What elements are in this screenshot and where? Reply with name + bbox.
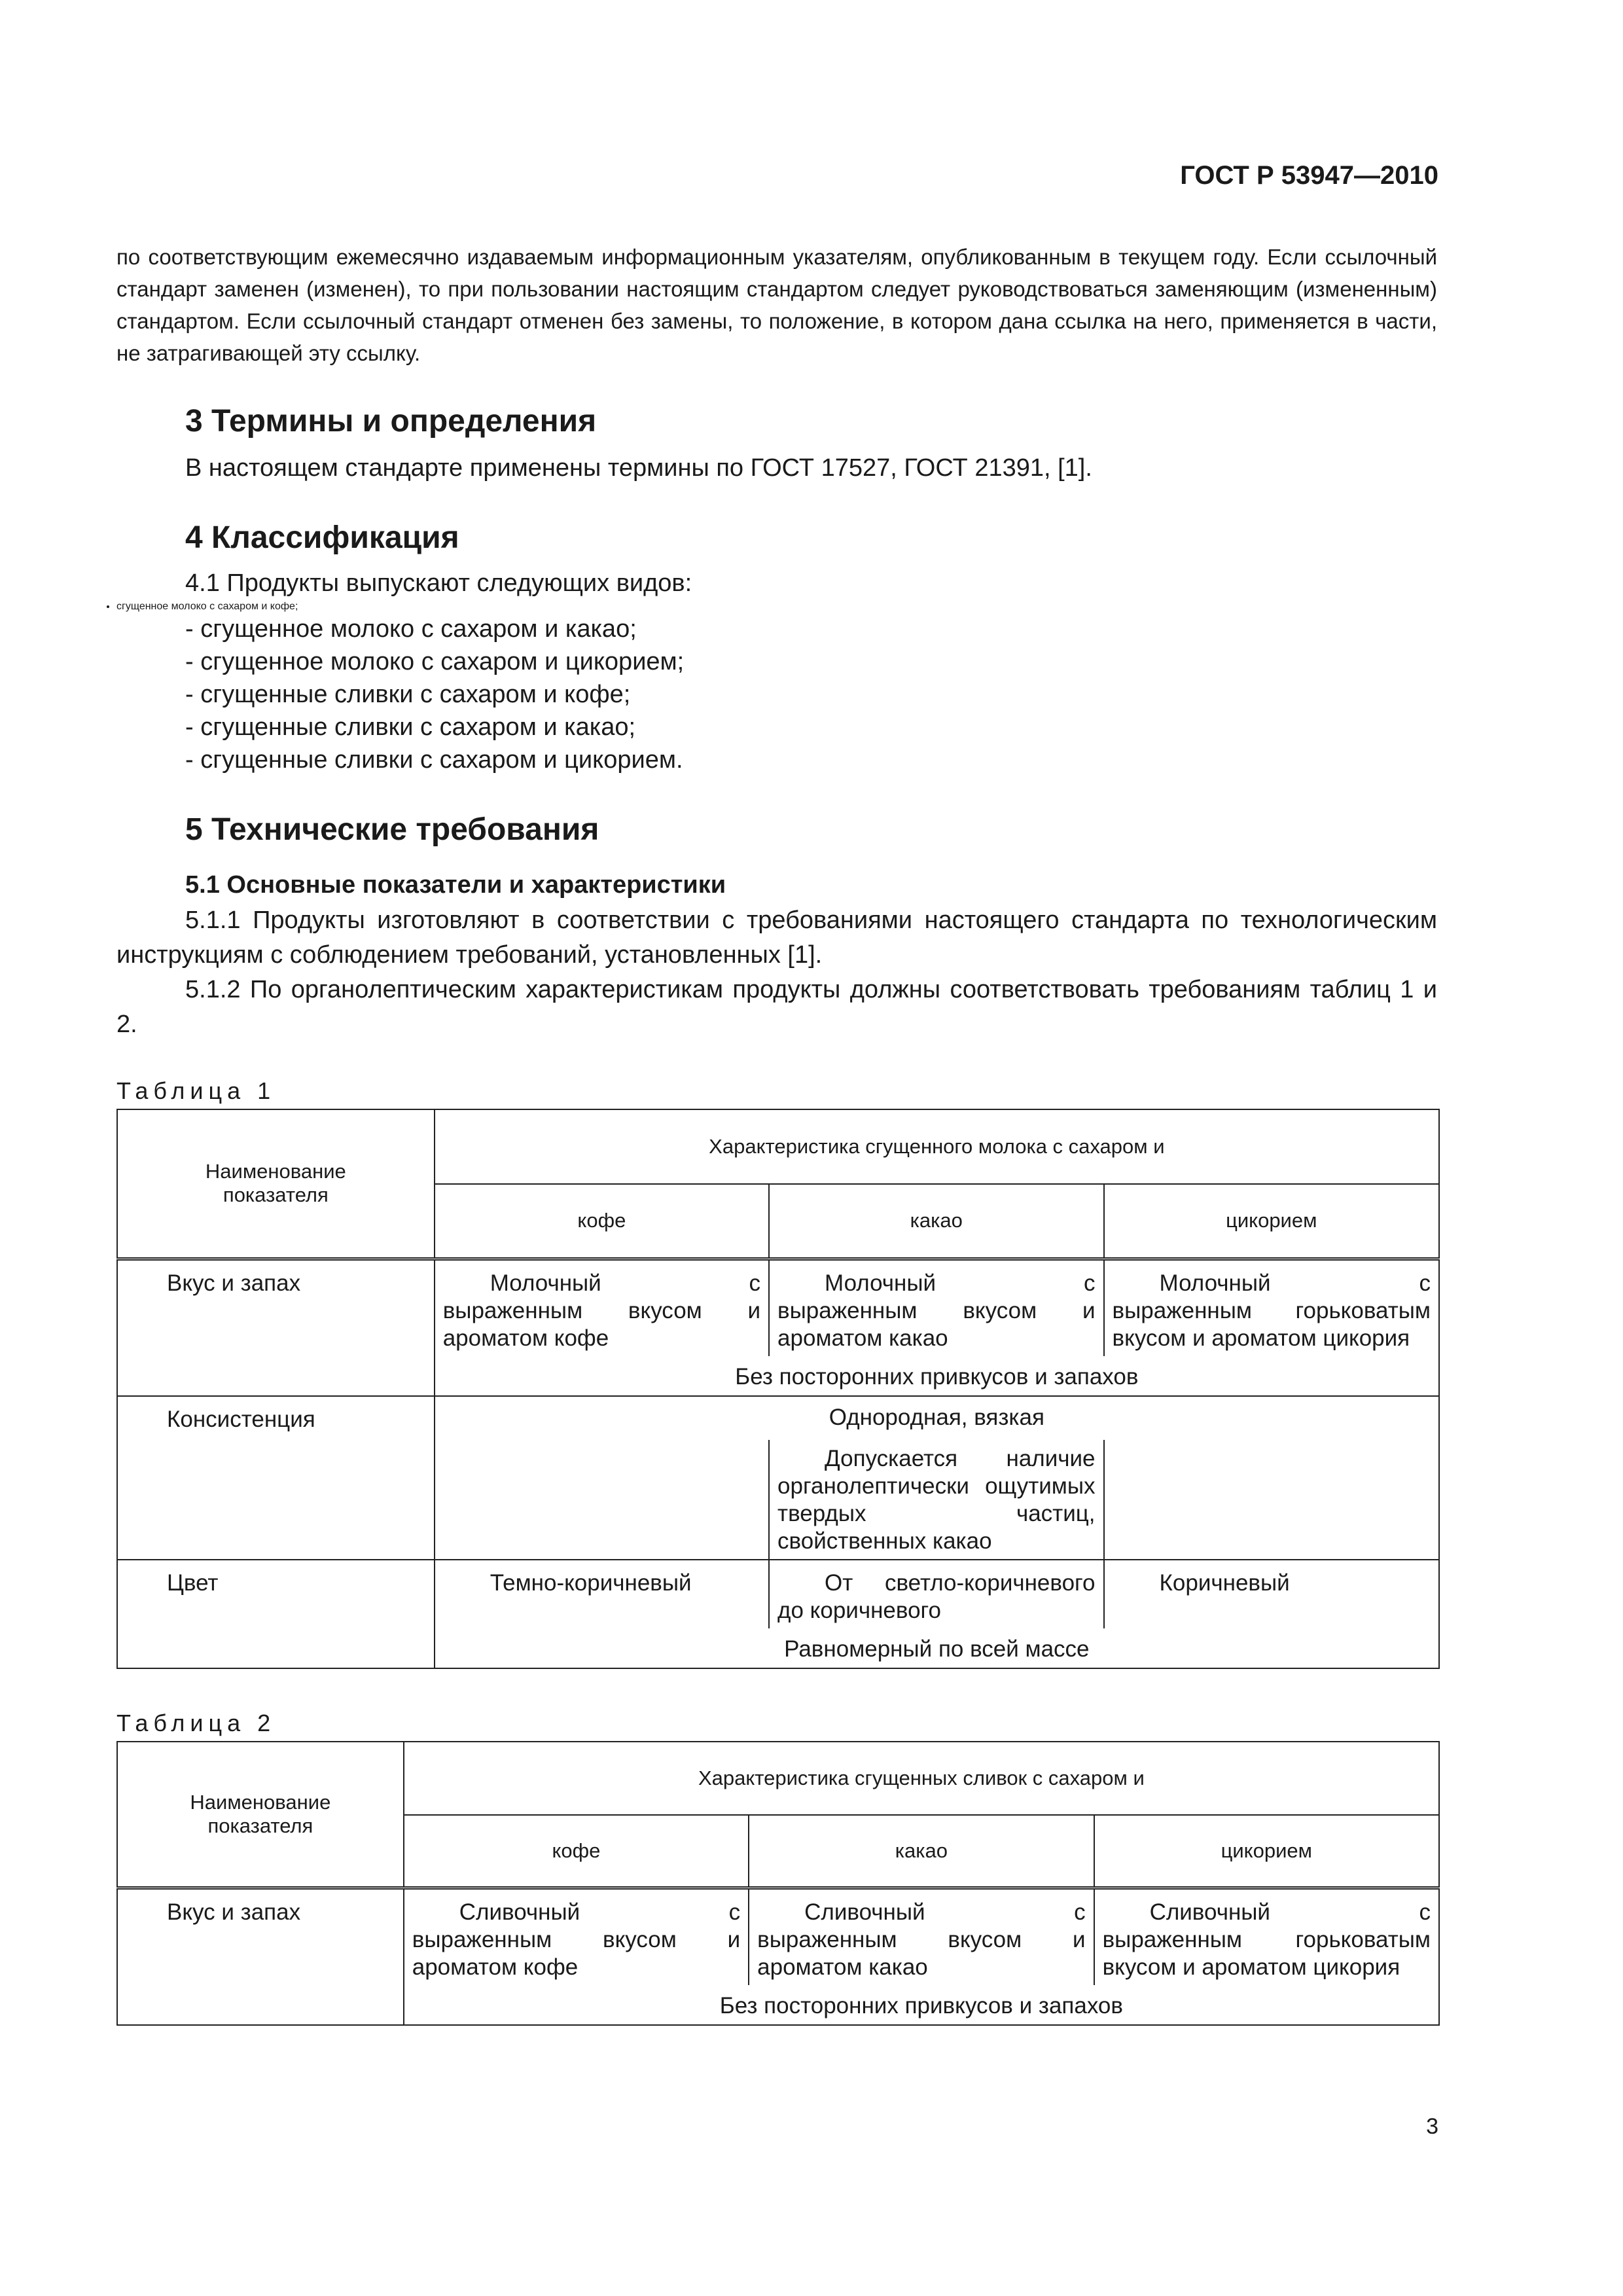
table-2-col-coffee: кофе	[404, 1815, 749, 1888]
table-1-taste-coffee: Молочный с выраженным вкусом и ароматом кофе	[442, 1270, 761, 1351]
table-1-taste-chicory: Молочный с выраженным горьковатым вкусом и ароматом цикория	[1104, 1259, 1439, 1356]
table-1-taste-cocoa: Молочный с выраженным вкусом и ароматом какао	[769, 1259, 1103, 1356]
table-2-taste-chicory: Сливочный с выраженным горьковатым вкусом и ароматом цикория	[1094, 1888, 1439, 1986]
section-4-lead: 4.1 Продукты выпускают следующих видов:	[185, 569, 692, 597]
table-1-color-cocoa: От светло-коричневого до коричневого	[769, 1560, 1103, 1628]
product-types-list	[116, 601, 1437, 613]
table-1-color-common: Равномерный по всей массе	[784, 1636, 1090, 1662]
list-item: - сгущенные сливки с сахаром и кофе;	[185, 678, 1437, 711]
table-1-col-chicory: цикорием	[1104, 1184, 1439, 1259]
table-1-group-header: Характеристика сгущенного молока с сахаром и	[435, 1109, 1439, 1184]
section-3-text: В настоящем стандарте применены термины по ГОСТ 17527, ГОСТ 21391, [1].	[185, 454, 1092, 482]
table-1-row-color-label: Цвет	[117, 1560, 435, 1668]
table-1-indicator-header: Наименование показателя	[117, 1109, 435, 1259]
table-1-col-coffee: кофе	[435, 1184, 769, 1259]
table-1-taste-common: Без посторонних привкусов и запахов	[735, 1363, 1139, 1390]
section-3-title: 3 Термины и определения	[185, 404, 597, 439]
table-2-taste-common: Без посторонних привкусов и запахов	[719, 1993, 1123, 2018]
table-1-consistency-chicory-empty	[1104, 1440, 1439, 1560]
table-2	[116, 1741, 1440, 2026]
table-1-row-consistency-label: Консистенция	[117, 1396, 435, 1560]
intro-paragraph: по соответствующим ежемесячно издаваемым информационным указателям, опубликованным в текущем году. Если ссылочный стандарт заменен (изменен), то при пользовании настоящим стандартом следует руководствоваться заменяющим (измененным) стандартом. Если ссылочный стандарт отменен без замены, то положение, в котором дана ссылка на него, применяется в части, не затрагивающей эту ссылку.	[116, 245, 1437, 365]
page-content	[116, 241, 1437, 2026]
table-1-consistency-common: Однородная, вязкая	[435, 1396, 1439, 1440]
intro-block	[116, 241, 1437, 369]
table-2-group-header: Характеристика сгущенных сливок с сахаром и	[404, 1742, 1439, 1815]
table-2-col-chicory: цикорием	[1094, 1815, 1439, 1888]
table-1-consistency-cocoa: Допускается наличие органолептически ощутимых твердых частиц, свойственных какао	[769, 1440, 1103, 1560]
table-2-row-taste-label: Вкус и запах	[117, 1888, 404, 2026]
list-item: - сгущенные сливки с сахаром и цикорием.	[185, 744, 1437, 776]
table-1-color-chicory: Коричневый	[1104, 1560, 1439, 1628]
section-5-1-2-text: 5.1.2 По органолептическим характеристикам продукты должны соответствовать требованиям таблиц 1 и 2.	[116, 976, 1437, 1038]
table-1-consistency-coffee-empty	[435, 1440, 769, 1560]
section-5-1-1-text: 5.1.1 Продукты изготовляют в соответствии с требованиями настоящего стандарта по технологическим инструкциям с соблюдением требований, установленных [1].	[116, 906, 1437, 969]
table-1-label: Таблица 1	[116, 1077, 276, 1104]
table-1-col-cocoa: какао	[769, 1184, 1103, 1259]
table-1-row-taste-label: Вкус и запах	[117, 1259, 435, 1396]
list-item: • сгущенное молоко с сахаром и кофе;	[116, 601, 1437, 613]
table-2-taste-coffee: Сливочный с выраженным вкусом и ароматом кофе	[412, 1899, 741, 1980]
section-5-title: 5 Технические требования	[185, 812, 599, 847]
section-5-1-title: 5.1 Основные показатели и характеристики	[185, 871, 726, 899]
product-types-list-rest	[116, 613, 1437, 776]
page-number: 3	[1426, 2114, 1438, 2139]
section-4-title: 4 Классификация	[185, 520, 459, 555]
list-item: - сгущенное молоко с сахаром и цикорием;	[185, 645, 1437, 678]
document-code-header: ГОСТ Р 53947—2010	[1180, 161, 1438, 190]
table-1	[116, 1109, 1440, 1669]
list-item: - сгущенное молоко с сахаром и какао;	[185, 613, 1437, 645]
table-2-taste-cocoa: Сливочный с выраженным вкусом и ароматом какао	[749, 1888, 1094, 1986]
list-item: - сгущенные сливки с сахаром и какао;	[185, 711, 1437, 744]
table-2-col-cocoa: какао	[749, 1815, 1094, 1888]
table-2-label: Таблица 2	[116, 1709, 276, 1736]
table-1-color-coffee: Темно-коричневый	[435, 1560, 769, 1628]
table-2-indicator-header: Наименование показателя	[117, 1742, 404, 1888]
